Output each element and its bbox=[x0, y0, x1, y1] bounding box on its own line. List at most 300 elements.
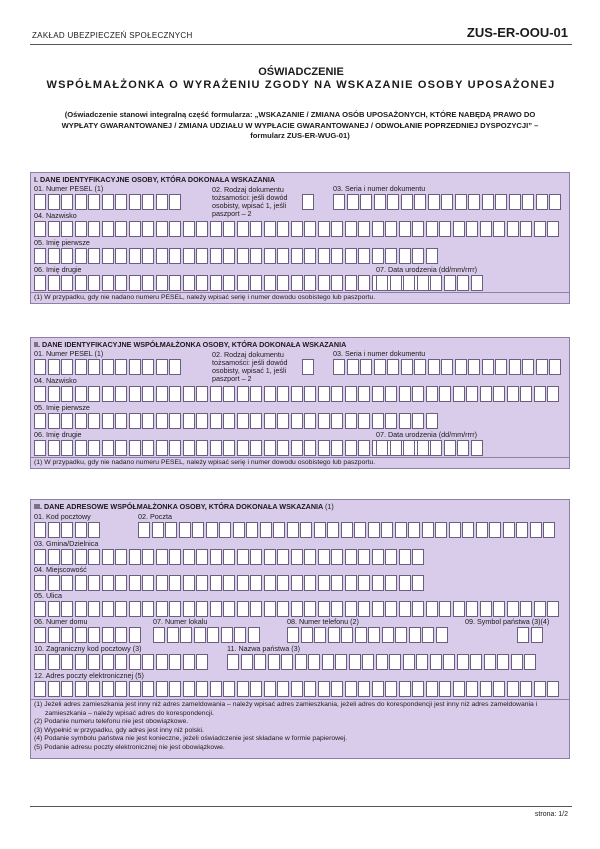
char-box[interactable] bbox=[61, 575, 73, 591]
char-box[interactable] bbox=[345, 248, 357, 264]
char-box[interactable] bbox=[34, 275, 46, 291]
char-box[interactable] bbox=[372, 681, 384, 697]
char-box[interactable] bbox=[314, 522, 326, 538]
char-box[interactable] bbox=[88, 194, 100, 210]
char-box[interactable] bbox=[277, 601, 289, 617]
char-box[interactable] bbox=[358, 248, 370, 264]
char-box[interactable] bbox=[61, 601, 73, 617]
char-box[interactable] bbox=[237, 440, 249, 456]
char-box[interactable] bbox=[102, 627, 114, 643]
char-box[interactable] bbox=[358, 601, 370, 617]
char-box[interactable] bbox=[169, 386, 181, 402]
s3-street-field[interactable] bbox=[34, 601, 561, 617]
char-box[interactable] bbox=[61, 386, 73, 402]
char-box[interactable] bbox=[509, 194, 521, 210]
char-box[interactable] bbox=[237, 386, 249, 402]
char-box[interactable] bbox=[349, 654, 361, 670]
char-box[interactable] bbox=[115, 275, 127, 291]
char-box[interactable] bbox=[142, 194, 154, 210]
char-box[interactable] bbox=[129, 549, 141, 565]
char-box[interactable] bbox=[381, 522, 393, 538]
char-box[interactable] bbox=[192, 522, 204, 538]
char-box[interactable] bbox=[439, 601, 451, 617]
s3-post-field[interactable] bbox=[138, 522, 557, 538]
char-box[interactable] bbox=[385, 248, 397, 264]
char-box[interactable] bbox=[129, 575, 141, 591]
s1-pesel-field[interactable] bbox=[34, 194, 183, 210]
char-box[interactable] bbox=[354, 522, 366, 538]
char-box[interactable] bbox=[389, 654, 401, 670]
char-box[interactable] bbox=[331, 248, 343, 264]
char-box[interactable] bbox=[318, 549, 330, 565]
char-box[interactable] bbox=[368, 627, 380, 643]
char-box[interactable] bbox=[444, 440, 456, 456]
char-box[interactable] bbox=[183, 601, 195, 617]
char-box[interactable] bbox=[390, 440, 402, 456]
char-box[interactable] bbox=[61, 221, 73, 237]
char-box[interactable] bbox=[102, 359, 114, 375]
char-box[interactable] bbox=[129, 654, 141, 670]
char-box[interactable] bbox=[401, 359, 413, 375]
char-box[interactable] bbox=[345, 386, 357, 402]
s1-first-name-field[interactable] bbox=[34, 248, 439, 264]
char-box[interactable] bbox=[291, 440, 303, 456]
char-box[interactable] bbox=[210, 549, 222, 565]
char-box[interactable] bbox=[129, 194, 141, 210]
char-box[interactable] bbox=[507, 601, 519, 617]
char-box[interactable] bbox=[385, 386, 397, 402]
char-box[interactable] bbox=[287, 627, 299, 643]
char-box[interactable] bbox=[129, 359, 141, 375]
char-box[interactable] bbox=[48, 194, 60, 210]
char-box[interactable] bbox=[530, 522, 542, 538]
char-box[interactable] bbox=[264, 549, 276, 565]
char-box[interactable] bbox=[75, 413, 87, 429]
char-box[interactable] bbox=[414, 359, 426, 375]
char-box[interactable] bbox=[376, 440, 388, 456]
char-box[interactable] bbox=[360, 359, 372, 375]
char-box[interactable] bbox=[223, 248, 235, 264]
char-box[interactable] bbox=[331, 681, 343, 697]
char-box[interactable] bbox=[223, 575, 235, 591]
char-box[interactable] bbox=[179, 522, 191, 538]
char-box[interactable] bbox=[61, 248, 73, 264]
char-box[interactable] bbox=[156, 601, 168, 617]
char-box[interactable] bbox=[183, 221, 195, 237]
char-box[interactable] bbox=[347, 194, 359, 210]
char-box[interactable] bbox=[403, 654, 415, 670]
char-box[interactable] bbox=[237, 275, 249, 291]
char-box[interactable] bbox=[536, 194, 548, 210]
char-box[interactable] bbox=[75, 654, 87, 670]
char-box[interactable] bbox=[153, 627, 165, 643]
char-box[interactable] bbox=[520, 601, 532, 617]
char-box[interactable] bbox=[428, 359, 440, 375]
char-box[interactable] bbox=[522, 359, 534, 375]
char-box[interactable] bbox=[455, 194, 467, 210]
char-box[interactable] bbox=[48, 359, 60, 375]
char-box[interactable] bbox=[331, 386, 343, 402]
char-box[interactable] bbox=[223, 386, 235, 402]
char-box[interactable] bbox=[61, 359, 73, 375]
s1-surname-field[interactable] bbox=[34, 221, 561, 237]
char-box[interactable] bbox=[480, 681, 492, 697]
char-box[interactable] bbox=[417, 440, 429, 456]
char-box[interactable] bbox=[345, 413, 357, 429]
char-box[interactable] bbox=[281, 654, 293, 670]
char-box[interactable] bbox=[480, 221, 492, 237]
char-box[interactable] bbox=[524, 654, 536, 670]
char-box[interactable] bbox=[221, 627, 233, 643]
char-box[interactable] bbox=[88, 575, 100, 591]
char-box[interactable] bbox=[48, 248, 60, 264]
char-box[interactable] bbox=[482, 194, 494, 210]
char-box[interactable] bbox=[169, 601, 181, 617]
char-box[interactable] bbox=[169, 575, 181, 591]
char-box[interactable] bbox=[142, 601, 154, 617]
char-box[interactable] bbox=[422, 522, 434, 538]
char-box[interactable] bbox=[422, 627, 434, 643]
char-box[interactable] bbox=[48, 681, 60, 697]
char-box[interactable] bbox=[102, 275, 114, 291]
char-box[interactable] bbox=[403, 440, 415, 456]
char-box[interactable] bbox=[520, 386, 532, 402]
char-box[interactable] bbox=[439, 221, 451, 237]
char-box[interactable] bbox=[547, 601, 559, 617]
char-box[interactable] bbox=[466, 601, 478, 617]
char-box[interactable] bbox=[61, 522, 73, 538]
char-box[interactable] bbox=[34, 386, 46, 402]
char-box[interactable] bbox=[470, 654, 482, 670]
char-box[interactable] bbox=[549, 194, 561, 210]
char-box[interactable] bbox=[385, 221, 397, 237]
char-box[interactable] bbox=[169, 275, 181, 291]
char-box[interactable] bbox=[341, 522, 353, 538]
char-box[interactable] bbox=[430, 654, 442, 670]
char-box[interactable] bbox=[453, 221, 465, 237]
s3-house-no-field[interactable] bbox=[34, 627, 142, 643]
char-box[interactable] bbox=[115, 654, 127, 670]
char-box[interactable] bbox=[264, 221, 276, 237]
char-box[interactable] bbox=[196, 413, 208, 429]
char-box[interactable] bbox=[250, 386, 262, 402]
char-box[interactable] bbox=[48, 575, 60, 591]
char-box[interactable] bbox=[358, 681, 370, 697]
char-box[interactable] bbox=[61, 413, 73, 429]
char-box[interactable] bbox=[169, 549, 181, 565]
char-box[interactable] bbox=[102, 413, 114, 429]
char-box[interactable] bbox=[471, 275, 483, 291]
char-box[interactable] bbox=[210, 575, 222, 591]
char-box[interactable] bbox=[291, 575, 303, 591]
char-box[interactable] bbox=[408, 522, 420, 538]
char-box[interactable] bbox=[169, 221, 181, 237]
char-box[interactable] bbox=[374, 194, 386, 210]
s3-commune-field[interactable] bbox=[34, 549, 426, 565]
char-box[interactable] bbox=[61, 194, 73, 210]
char-box[interactable] bbox=[345, 549, 357, 565]
char-box[interactable] bbox=[412, 601, 424, 617]
char-box[interactable] bbox=[466, 681, 478, 697]
char-box[interactable] bbox=[156, 654, 168, 670]
char-box[interactable] bbox=[48, 522, 60, 538]
char-box[interactable] bbox=[142, 248, 154, 264]
char-box[interactable] bbox=[169, 654, 181, 670]
char-box[interactable] bbox=[277, 440, 289, 456]
char-box[interactable] bbox=[428, 194, 440, 210]
char-box[interactable] bbox=[48, 627, 60, 643]
char-box[interactable] bbox=[318, 221, 330, 237]
char-box[interactable] bbox=[61, 681, 73, 697]
char-box[interactable] bbox=[227, 654, 239, 670]
char-box[interactable] bbox=[302, 359, 314, 375]
char-box[interactable] bbox=[169, 413, 181, 429]
char-box[interactable] bbox=[142, 549, 154, 565]
char-box[interactable] bbox=[347, 359, 359, 375]
char-box[interactable] bbox=[301, 627, 313, 643]
char-box[interactable] bbox=[426, 221, 438, 237]
char-box[interactable] bbox=[318, 413, 330, 429]
char-box[interactable] bbox=[318, 248, 330, 264]
char-box[interactable] bbox=[300, 522, 312, 538]
char-box[interactable] bbox=[129, 275, 141, 291]
char-box[interactable] bbox=[165, 522, 177, 538]
char-box[interactable] bbox=[210, 601, 222, 617]
char-box[interactable] bbox=[426, 681, 438, 697]
char-box[interactable] bbox=[372, 248, 384, 264]
char-box[interactable] bbox=[331, 549, 343, 565]
char-box[interactable] bbox=[453, 681, 465, 697]
char-box[interactable] bbox=[34, 221, 46, 237]
char-box[interactable] bbox=[169, 681, 181, 697]
char-box[interactable] bbox=[264, 386, 276, 402]
char-box[interactable] bbox=[318, 601, 330, 617]
s2-birth-date-field[interactable] bbox=[376, 440, 484, 456]
char-box[interactable] bbox=[322, 654, 334, 670]
char-box[interactable] bbox=[341, 627, 353, 643]
char-box[interactable] bbox=[328, 627, 340, 643]
char-box[interactable] bbox=[129, 386, 141, 402]
char-box[interactable] bbox=[345, 275, 357, 291]
char-box[interactable] bbox=[435, 522, 447, 538]
char-box[interactable] bbox=[234, 627, 246, 643]
char-box[interactable] bbox=[333, 194, 345, 210]
char-box[interactable] bbox=[129, 221, 141, 237]
char-box[interactable] bbox=[196, 549, 208, 565]
char-box[interactable] bbox=[453, 601, 465, 617]
char-box[interactable] bbox=[480, 601, 492, 617]
char-box[interactable] bbox=[327, 522, 339, 538]
char-box[interactable] bbox=[318, 386, 330, 402]
char-box[interactable] bbox=[291, 221, 303, 237]
char-box[interactable] bbox=[426, 601, 438, 617]
char-box[interactable] bbox=[277, 221, 289, 237]
char-box[interactable] bbox=[385, 601, 397, 617]
char-box[interactable] bbox=[156, 359, 168, 375]
char-box[interactable] bbox=[102, 194, 114, 210]
char-box[interactable] bbox=[399, 386, 411, 402]
char-box[interactable] bbox=[468, 359, 480, 375]
char-box[interactable] bbox=[358, 440, 370, 456]
char-box[interactable] bbox=[399, 549, 411, 565]
char-box[interactable] bbox=[115, 386, 127, 402]
s3-flat-no-field[interactable] bbox=[153, 627, 261, 643]
char-box[interactable] bbox=[34, 359, 46, 375]
s1-birth-date-field[interactable] bbox=[376, 275, 484, 291]
char-box[interactable] bbox=[142, 359, 154, 375]
char-box[interactable] bbox=[34, 627, 46, 643]
char-box[interactable] bbox=[390, 275, 402, 291]
char-box[interactable] bbox=[156, 386, 168, 402]
char-box[interactable] bbox=[142, 221, 154, 237]
char-box[interactable] bbox=[250, 248, 262, 264]
char-box[interactable] bbox=[183, 681, 195, 697]
char-box[interactable] bbox=[358, 549, 370, 565]
s3-phone-field[interactable] bbox=[287, 627, 449, 643]
char-box[interactable] bbox=[304, 386, 316, 402]
char-box[interactable] bbox=[237, 601, 249, 617]
char-box[interactable] bbox=[534, 221, 546, 237]
char-box[interactable] bbox=[48, 440, 60, 456]
char-box[interactable] bbox=[547, 681, 559, 697]
char-box[interactable] bbox=[75, 221, 87, 237]
char-box[interactable] bbox=[102, 681, 114, 697]
char-box[interactable] bbox=[331, 221, 343, 237]
char-box[interactable] bbox=[412, 221, 424, 237]
char-box[interactable] bbox=[318, 440, 330, 456]
char-box[interactable] bbox=[385, 549, 397, 565]
char-box[interactable] bbox=[495, 359, 507, 375]
char-box[interactable] bbox=[520, 681, 532, 697]
char-box[interactable] bbox=[277, 413, 289, 429]
char-box[interactable] bbox=[129, 601, 141, 617]
char-box[interactable] bbox=[115, 413, 127, 429]
char-box[interactable] bbox=[183, 549, 195, 565]
char-box[interactable] bbox=[522, 194, 534, 210]
char-box[interactable] bbox=[507, 386, 519, 402]
char-box[interactable] bbox=[61, 627, 73, 643]
char-box[interactable] bbox=[88, 627, 100, 643]
char-box[interactable] bbox=[333, 359, 345, 375]
char-box[interactable] bbox=[291, 413, 303, 429]
char-box[interactable] bbox=[88, 440, 100, 456]
char-box[interactable] bbox=[547, 221, 559, 237]
char-box[interactable] bbox=[449, 522, 461, 538]
char-box[interactable] bbox=[206, 522, 218, 538]
char-box[interactable] bbox=[169, 440, 181, 456]
char-box[interactable] bbox=[115, 194, 127, 210]
char-box[interactable] bbox=[156, 681, 168, 697]
char-box[interactable] bbox=[318, 681, 330, 697]
char-box[interactable] bbox=[457, 654, 469, 670]
char-box[interactable] bbox=[223, 549, 235, 565]
char-box[interactable] bbox=[115, 440, 127, 456]
char-box[interactable] bbox=[399, 221, 411, 237]
char-box[interactable] bbox=[75, 627, 87, 643]
char-box[interactable] bbox=[88, 601, 100, 617]
char-box[interactable] bbox=[219, 522, 231, 538]
char-box[interactable] bbox=[129, 248, 141, 264]
char-box[interactable] bbox=[75, 575, 87, 591]
char-box[interactable] bbox=[115, 359, 127, 375]
s3-postal-code-field[interactable] bbox=[34, 522, 102, 538]
char-box[interactable] bbox=[516, 522, 528, 538]
char-box[interactable] bbox=[466, 221, 478, 237]
char-box[interactable] bbox=[61, 275, 73, 291]
char-box[interactable] bbox=[34, 248, 46, 264]
char-box[interactable] bbox=[308, 654, 320, 670]
s2-surname-field[interactable] bbox=[34, 386, 561, 402]
char-box[interactable] bbox=[304, 413, 316, 429]
char-box[interactable] bbox=[534, 386, 546, 402]
char-box[interactable] bbox=[250, 275, 262, 291]
char-box[interactable] bbox=[277, 386, 289, 402]
char-box[interactable] bbox=[331, 440, 343, 456]
char-box[interactable] bbox=[304, 440, 316, 456]
char-box[interactable] bbox=[223, 440, 235, 456]
char-box[interactable] bbox=[287, 522, 299, 538]
char-box[interactable] bbox=[264, 248, 276, 264]
char-box[interactable] bbox=[75, 386, 87, 402]
char-box[interactable] bbox=[264, 575, 276, 591]
char-box[interactable] bbox=[34, 575, 46, 591]
char-box[interactable] bbox=[345, 681, 357, 697]
char-box[interactable] bbox=[304, 575, 316, 591]
char-box[interactable] bbox=[314, 627, 326, 643]
char-box[interactable] bbox=[129, 627, 141, 643]
char-box[interactable] bbox=[387, 359, 399, 375]
char-box[interactable] bbox=[511, 654, 523, 670]
char-box[interactable] bbox=[291, 681, 303, 697]
char-box[interactable] bbox=[129, 440, 141, 456]
char-box[interactable] bbox=[358, 275, 370, 291]
char-box[interactable] bbox=[409, 627, 421, 643]
char-box[interactable] bbox=[277, 681, 289, 697]
char-box[interactable] bbox=[462, 522, 474, 538]
char-box[interactable] bbox=[183, 440, 195, 456]
char-box[interactable] bbox=[115, 248, 127, 264]
char-box[interactable] bbox=[493, 221, 505, 237]
char-box[interactable] bbox=[196, 681, 208, 697]
char-box[interactable] bbox=[169, 359, 181, 375]
char-box[interactable] bbox=[250, 575, 262, 591]
char-box[interactable] bbox=[331, 413, 343, 429]
char-box[interactable] bbox=[61, 440, 73, 456]
s3-email-field[interactable] bbox=[34, 681, 561, 697]
char-box[interactable] bbox=[48, 386, 60, 402]
char-box[interactable] bbox=[372, 601, 384, 617]
char-box[interactable] bbox=[102, 221, 114, 237]
char-box[interactable] bbox=[436, 627, 448, 643]
char-box[interactable] bbox=[387, 194, 399, 210]
char-box[interactable] bbox=[250, 549, 262, 565]
char-box[interactable] bbox=[237, 575, 249, 591]
s3-country-name-field[interactable] bbox=[227, 654, 538, 670]
s2-first-name-field[interactable] bbox=[34, 413, 439, 429]
char-box[interactable] bbox=[304, 601, 316, 617]
char-box[interactable] bbox=[358, 575, 370, 591]
char-box[interactable] bbox=[102, 248, 114, 264]
char-box[interactable] bbox=[277, 275, 289, 291]
char-box[interactable] bbox=[531, 627, 543, 643]
char-box[interactable] bbox=[291, 275, 303, 291]
char-box[interactable] bbox=[75, 248, 87, 264]
char-box[interactable] bbox=[304, 221, 316, 237]
s3-country-symbol-field[interactable] bbox=[517, 627, 544, 643]
char-box[interactable] bbox=[507, 221, 519, 237]
char-box[interactable] bbox=[412, 549, 424, 565]
char-box[interactable] bbox=[345, 601, 357, 617]
